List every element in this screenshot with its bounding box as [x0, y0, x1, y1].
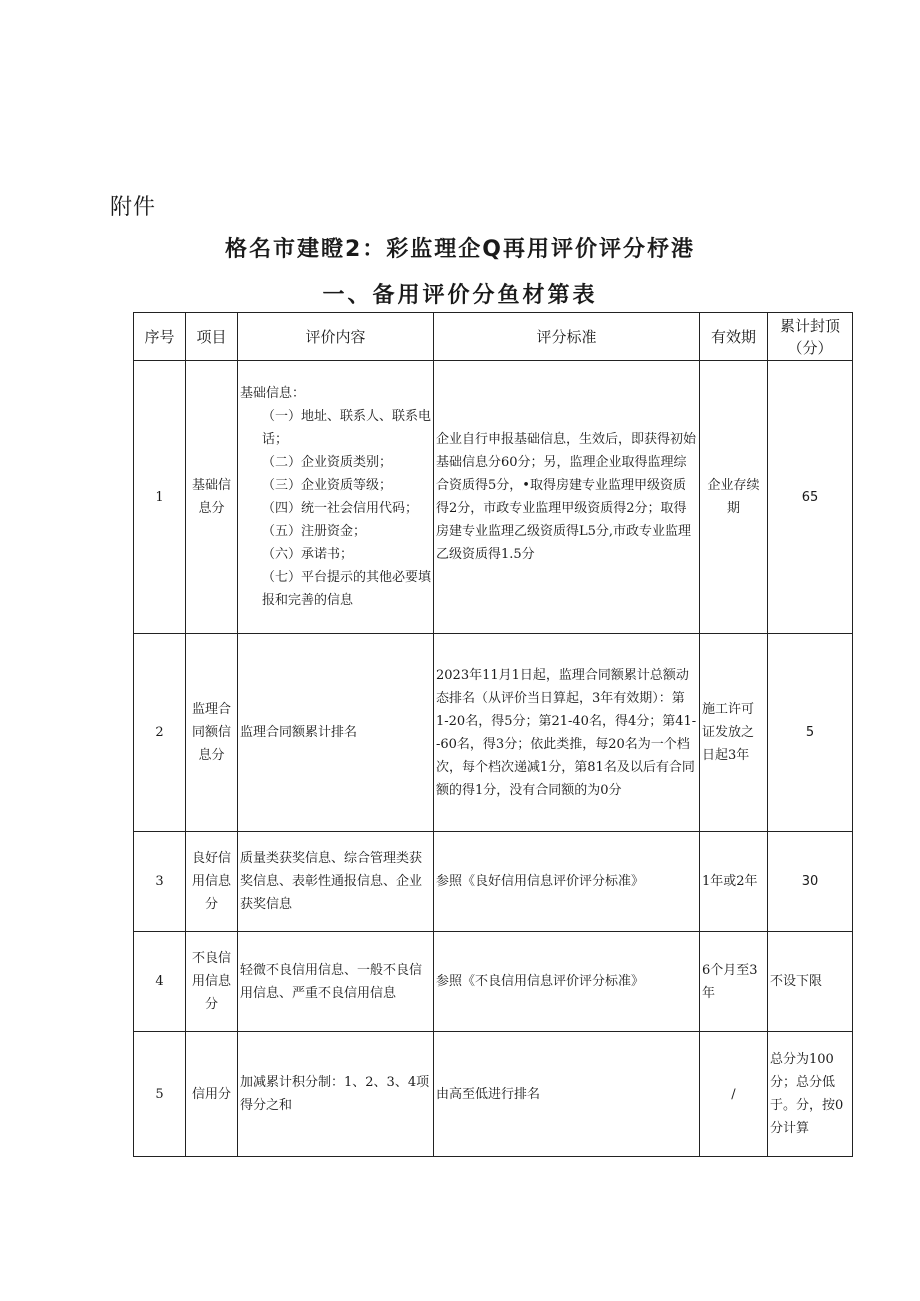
row-1-content-line: （二）企业资质类别； [262, 455, 393, 470]
credit-evaluation-table [133, 312, 853, 1157]
row-3-validity: 1年或2年 [700, 832, 768, 932]
row-1-validity: 企业存续期 [700, 361, 768, 634]
document-title: 格名市建瞪2：彩监理企Q再用评价评分杼港 [224, 237, 695, 262]
row-5-max-score: 总分为100分；总分低于。分，按0分计算 [768, 1032, 853, 1157]
row-2-max-score: 5 [768, 634, 853, 832]
header-standard: 评分标准 [434, 313, 700, 361]
table-row [134, 361, 853, 634]
attachment-label: 附件 [110, 195, 157, 220]
row-2-standard: 2023年11月1日起，监理合同额累计总额动态排名（从评价当日算起，3年有效期）：第1-20名，得5分；第21-40名，得4分；第41--60名，得3分；依此类推，每20名为一个档次，每个档次递减1分，第81名及以后有合同额的得1分，没有合同额的为0分 [434, 634, 700, 832]
row-1-content-line: （六）承诺书； [262, 547, 354, 562]
row-3-item: 良好信用信息分 [186, 832, 238, 932]
row-1-content-line: （一）地址、联系人、联系电话； [262, 409, 432, 447]
row-5-standard: 由高至低进行排名 [434, 1032, 700, 1157]
row-1-seq: 1 [134, 361, 186, 634]
row-1-item: 基础信息分 [186, 361, 238, 634]
row-5-validity: / [700, 1032, 768, 1157]
header-max-score: 累计封顶（分） [768, 313, 853, 361]
row-3-content: 质量类获奖信息、综合管理类获奖信息、表彰性通报信息、企业获奖信息 [238, 832, 434, 932]
table-row [134, 932, 853, 1032]
row-2-validity: 施工许可证发放之日起3年 [700, 634, 768, 832]
row-1-content-line: 基础信息： [240, 386, 306, 401]
row-1-standard: 企业自行申报基础信息，生效后，即获得初始基础信息分60分；另，监理企业取得监理综合资质得5分，•取得房建专业监理甲级资质得2分，市政专业监理甲级资质得2分；取得房建专业监理乙级资质得L5分,市政专业监理乙级资质得1.5分 [434, 361, 700, 634]
row-2-seq: 2 [134, 634, 186, 832]
row-5-content: 加减累计积分制：1、2、3、4项得分之和 [238, 1032, 434, 1157]
row-4-max-score: 不设下限 [768, 932, 853, 1032]
row-4-seq: 4 [134, 932, 186, 1032]
row-5-seq: 5 [134, 1032, 186, 1157]
table-header-row [134, 313, 853, 361]
row-4-item: 不良信用信息分 [186, 932, 238, 1032]
row-3-standard: 参照《良好信用信息评价评分标准》 [434, 832, 700, 932]
header-seq: 序号 [134, 313, 186, 361]
row-4-content: 轻微不良信用信息、一般不良信用信息、严重不良信用信息 [238, 932, 434, 1032]
section-title: 一、备用评价分鱼材第表 [322, 283, 598, 308]
row-2-content: 监理合同额累计排名 [238, 634, 434, 832]
header-content: 评价内容 [238, 313, 434, 361]
header-item: 项目 [186, 313, 238, 361]
row-4-standard: 参照《不良信用信息评价评分标准》 [434, 932, 700, 1032]
table-row [134, 832, 853, 932]
row-1-content-line: （三）企业资质等级； [262, 478, 393, 493]
table-row [134, 1032, 853, 1157]
row-5-item: 信用分 [186, 1032, 238, 1157]
row-1-content-line: （四）统一社会信用代码； [262, 501, 419, 516]
row-1-content-line: （七）平台提示的其他必要填报和完善的信息 [262, 570, 432, 608]
table-row [134, 634, 853, 832]
row-3-seq: 3 [134, 832, 186, 932]
row-3-max-score: 30 [768, 832, 853, 932]
row-2-item: 监理合同额信息分 [186, 634, 238, 832]
row-1-content-line: （五）注册资金； [262, 524, 367, 539]
row-1-max-score: 65 [768, 361, 853, 634]
row-1-content [238, 361, 434, 634]
row-4-validity: 6个月至3年 [700, 932, 768, 1032]
header-validity: 有效期 [700, 313, 768, 361]
